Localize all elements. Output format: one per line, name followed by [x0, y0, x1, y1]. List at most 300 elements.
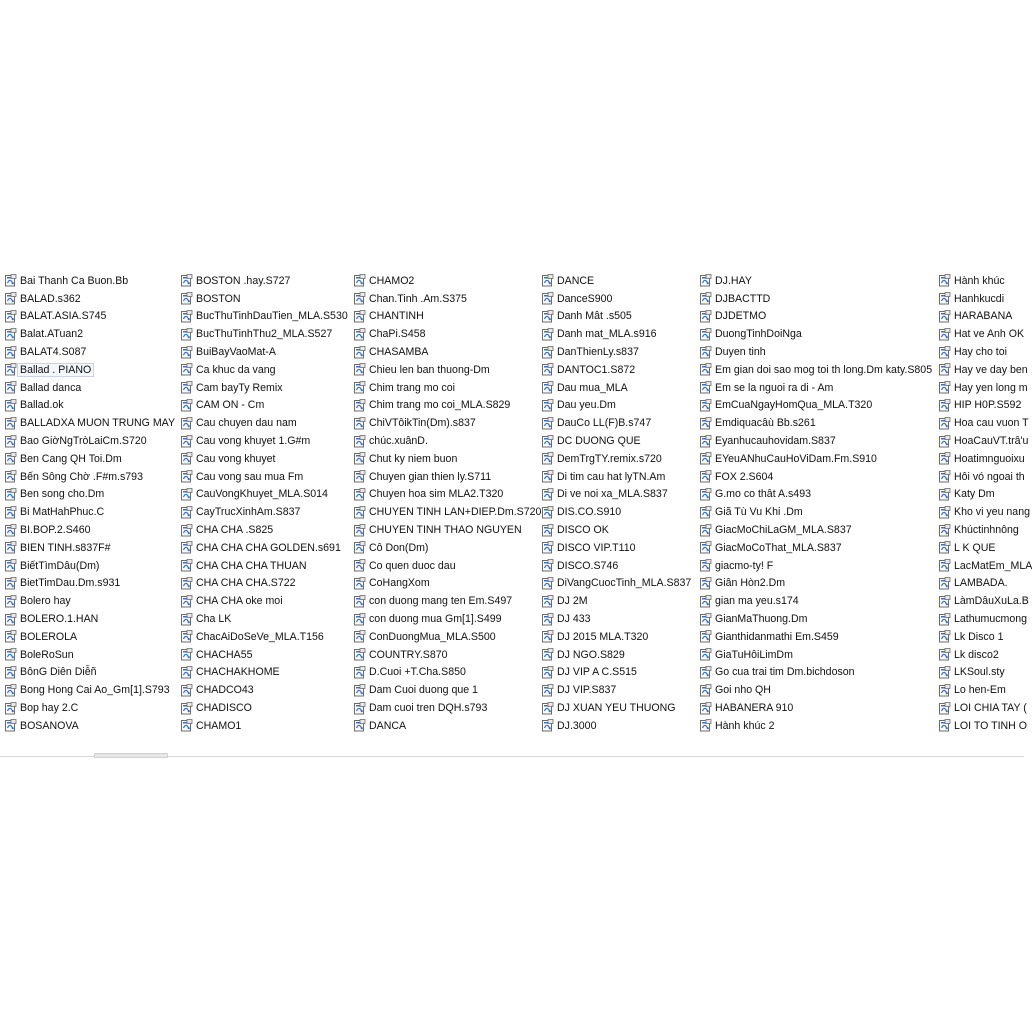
file-item[interactable]	[699, 557, 932, 575]
style-file-icon	[180, 684, 193, 697]
file-item[interactable]	[353, 699, 541, 717]
file-name: DJ 2015 MLA.T320	[557, 630, 649, 643]
file-item[interactable]	[353, 468, 541, 486]
style-file-icon	[353, 292, 366, 305]
file-item[interactable]	[353, 610, 541, 628]
file-item[interactable]	[938, 717, 1032, 735]
file-item[interactable]	[4, 468, 175, 486]
file-item[interactable]	[4, 557, 175, 575]
file-item[interactable]	[699, 343, 932, 361]
file-name: CHAMO2	[369, 274, 415, 287]
style-file-icon	[180, 310, 193, 323]
file-name: Bi MatHahPhuc.C	[20, 506, 105, 519]
file-name: Chuyen gian thien ly.S711	[369, 470, 492, 483]
file-item[interactable]	[541, 432, 691, 450]
file-item[interactable]	[541, 397, 691, 415]
file-name: gian ma yeu.s174	[715, 595, 799, 608]
file-item[interactable]	[180, 521, 348, 539]
file-item[interactable]	[938, 450, 1032, 468]
style-file-icon	[938, 328, 951, 341]
file-item[interactable]	[699, 325, 932, 343]
file-item[interactable]	[353, 361, 541, 379]
file-name: ChiVTôikTin(Dm).s837	[369, 417, 476, 430]
file-item[interactable]	[699, 664, 932, 682]
file-item[interactable]	[180, 592, 348, 610]
file-item[interactable]	[938, 592, 1032, 610]
file-item[interactable]	[938, 646, 1032, 664]
file-item[interactable]	[353, 539, 541, 557]
file-name: DuongTinhDoiNga	[715, 328, 802, 341]
file-item[interactable]	[180, 343, 348, 361]
style-file-icon	[699, 666, 712, 679]
file-item[interactable]	[541, 681, 691, 699]
file-name: DJ VIP A C.S515	[557, 666, 637, 679]
file-list-view[interactable]	[0, 270, 1032, 757]
file-item[interactable]	[4, 575, 175, 593]
file-item[interactable]	[180, 610, 348, 628]
file-item[interactable]	[353, 575, 541, 593]
file-item[interactable]	[938, 432, 1032, 450]
file-item[interactable]	[353, 450, 541, 468]
file-item[interactable]	[541, 290, 691, 308]
file-item[interactable]	[699, 646, 932, 664]
file-item[interactable]	[938, 575, 1032, 593]
file-item[interactable]	[4, 521, 175, 539]
file-item[interactable]	[541, 468, 691, 486]
file-name: BALAT.ASIA.S745	[20, 310, 107, 323]
file-item[interactable]	[938, 290, 1032, 308]
file-item[interactable]	[541, 610, 691, 628]
file-item[interactable]	[938, 397, 1032, 415]
file-item[interactable]	[353, 290, 541, 308]
style-file-icon	[4, 363, 17, 376]
file-item[interactable]	[353, 557, 541, 575]
file-item[interactable]	[541, 486, 691, 504]
style-file-icon	[353, 310, 366, 323]
file-item[interactable]	[938, 681, 1032, 699]
file-name: GiacMoChiLaGM_MLA.S837	[715, 524, 852, 537]
style-file-icon	[353, 719, 366, 732]
style-file-icon	[4, 648, 17, 661]
file-item[interactable]	[699, 272, 932, 290]
file-name: DISCO OK	[557, 524, 609, 537]
style-file-icon	[541, 595, 554, 608]
file-item[interactable]	[541, 664, 691, 682]
file-name: Ballad . PIANO	[17, 363, 94, 377]
file-item[interactable]	[180, 325, 348, 343]
file-name: Lk disco2	[954, 648, 999, 661]
file-item[interactable]	[4, 361, 175, 379]
file-item[interactable]	[699, 450, 932, 468]
file-name: Bong Hong Cai Ao_Gm[1].S793	[20, 684, 170, 697]
file-name: BOSTON .hay.S727	[196, 274, 291, 287]
file-item[interactable]	[938, 468, 1032, 486]
file-item[interactable]	[4, 664, 175, 682]
file-item[interactable]	[4, 699, 175, 717]
file-item[interactable]	[180, 272, 348, 290]
file-item[interactable]	[938, 379, 1032, 397]
style-file-icon	[938, 310, 951, 323]
file-item[interactable]	[353, 592, 541, 610]
style-file-icon	[180, 488, 193, 501]
style-file-icon	[353, 506, 366, 519]
file-item[interactable]	[353, 379, 541, 397]
file-name: Cau vong khuyet	[196, 452, 276, 465]
style-file-icon	[699, 702, 712, 715]
file-name: GiacMoCoThat_MLA.S837	[715, 541, 842, 554]
file-item[interactable]	[699, 290, 932, 308]
file-name: Eyanhucauhovidam.S837	[715, 435, 836, 448]
file-name: CHA CHA oke moi	[196, 595, 283, 608]
file-item[interactable]	[180, 450, 348, 468]
style-file-icon	[4, 666, 17, 679]
file-name: Hay cho toi	[954, 346, 1007, 359]
file-name: CayTrucXinhAm.S837	[196, 506, 301, 519]
style-file-icon	[353, 328, 366, 341]
file-item[interactable]	[699, 539, 932, 557]
file-name: Cô Don(Dm)	[369, 541, 429, 554]
style-file-icon	[353, 363, 366, 376]
style-file-icon	[4, 292, 17, 305]
file-item[interactable]	[699, 592, 932, 610]
file-item[interactable]	[4, 397, 175, 415]
file-item[interactable]	[541, 717, 691, 735]
file-item[interactable]	[4, 486, 175, 504]
file-name: BônG Diên Diễñ	[20, 666, 97, 679]
file-name: D.Cuoi +T.Cha.S850	[369, 666, 466, 679]
style-file-icon	[4, 470, 17, 483]
file-item[interactable]	[541, 343, 691, 361]
file-item[interactable]	[4, 432, 175, 450]
style-file-icon	[541, 506, 554, 519]
file-item[interactable]	[938, 503, 1032, 521]
file-name: DJ.3000	[557, 719, 597, 732]
style-file-icon	[180, 292, 193, 305]
file-item[interactable]	[4, 628, 175, 646]
file-name: DanThienLy.s837	[557, 346, 639, 359]
file-name: Di ve noi xa_MLA.S837	[557, 488, 668, 501]
file-item[interactable]	[699, 681, 932, 699]
file-item[interactable]	[180, 575, 348, 593]
file-name: COUNTRY.S870	[369, 648, 448, 661]
file-name: Hay ve day ben	[954, 363, 1028, 376]
file-item[interactable]	[938, 486, 1032, 504]
file-name: Chim trang mo coi	[369, 381, 455, 394]
file-item[interactable]	[180, 308, 348, 326]
file-item[interactable]	[353, 664, 541, 682]
file-name: Cha LK	[196, 613, 232, 626]
file-item[interactable]	[541, 699, 691, 717]
file-name: Ca khuc da vang	[196, 363, 276, 376]
style-file-icon	[699, 506, 712, 519]
style-file-icon	[541, 346, 554, 359]
file-item[interactable]	[180, 414, 348, 432]
file-name: BOLEROLA	[20, 630, 78, 643]
file-name: ChaPi.S458	[369, 328, 426, 341]
style-file-icon	[938, 452, 951, 465]
style-file-icon	[541, 702, 554, 715]
file-item[interactable]	[353, 325, 541, 343]
file-item[interactable]	[180, 468, 348, 486]
style-file-icon	[353, 399, 366, 412]
file-item[interactable]	[699, 503, 932, 521]
file-item[interactable]	[541, 628, 691, 646]
file-name: Dam cuoi tren DQH.s793	[369, 702, 488, 715]
file-item[interactable]	[4, 717, 175, 735]
file-name: Danh mat_MLA.s916	[557, 328, 657, 341]
style-file-icon	[541, 541, 554, 554]
file-item[interactable]	[4, 610, 175, 628]
file-item[interactable]	[541, 557, 691, 575]
file-item[interactable]	[541, 450, 691, 468]
file-name: Co quen duoc dau	[369, 559, 456, 572]
style-file-icon	[180, 363, 193, 376]
file-item[interactable]	[541, 521, 691, 539]
style-file-icon	[541, 399, 554, 412]
file-item[interactable]	[699, 628, 932, 646]
file-item[interactable]	[353, 681, 541, 699]
file-name: CHA CHA CHA.S722	[196, 577, 296, 590]
file-item[interactable]	[353, 414, 541, 432]
style-file-icon	[180, 506, 193, 519]
style-file-icon	[541, 613, 554, 626]
file-name: FOX 2.S604	[715, 470, 774, 483]
style-file-icon	[180, 630, 193, 643]
file-name: Cam bayTy Remix	[196, 381, 283, 394]
file-name: CHADISCO	[196, 702, 252, 715]
file-item[interactable]	[180, 681, 348, 699]
file-item[interactable]	[541, 379, 691, 397]
file-item[interactable]	[938, 610, 1032, 628]
file-name: CHANTINH	[369, 310, 424, 323]
file-name: Ben Cang QH Toi.Dm	[20, 452, 122, 465]
file-name: Hay yen long m	[954, 381, 1028, 394]
file-item[interactable]	[541, 272, 691, 290]
style-file-icon	[180, 381, 193, 394]
file-item[interactable]	[4, 681, 175, 699]
file-name: Bop hay 2.C	[20, 702, 79, 715]
file-item[interactable]	[938, 343, 1032, 361]
style-file-icon	[4, 435, 17, 448]
style-file-icon	[4, 488, 17, 501]
file-item[interactable]	[4, 325, 175, 343]
style-file-icon	[180, 613, 193, 626]
file-item[interactable]	[699, 699, 932, 717]
file-item[interactable]	[353, 308, 541, 326]
file-item[interactable]	[180, 503, 348, 521]
file-name: DJ 433	[557, 613, 591, 626]
file-name: Dau yeu.Dm	[557, 399, 616, 412]
style-file-icon	[353, 346, 366, 359]
file-item[interactable]	[699, 361, 932, 379]
style-file-icon	[699, 559, 712, 572]
file-item[interactable]	[699, 610, 932, 628]
file-name: Cau vong sau mua Fm	[196, 470, 304, 483]
file-name: Em gian doi sao mog toi th long.Dm katy.S805	[715, 363, 933, 376]
style-file-icon	[353, 381, 366, 394]
file-item[interactable]	[938, 414, 1032, 432]
file-item[interactable]	[541, 592, 691, 610]
file-name: Dam Cuoi duong que 1	[369, 684, 478, 697]
file-name: Hôi vó ngoai th	[954, 470, 1025, 483]
style-file-icon	[4, 577, 17, 590]
style-file-icon	[699, 363, 712, 376]
file-item[interactable]	[541, 539, 691, 557]
style-file-icon	[180, 328, 193, 341]
file-item[interactable]	[353, 397, 541, 415]
style-file-icon	[4, 328, 17, 341]
style-file-icon	[541, 292, 554, 305]
file-item[interactable]	[541, 361, 691, 379]
file-item[interactable]	[180, 290, 348, 308]
file-item[interactable]	[180, 432, 348, 450]
file-name: CHUYEN TINH THAO NGUYEN	[369, 524, 522, 537]
file-name: CHAMO1	[196, 719, 242, 732]
file-item[interactable]	[180, 717, 348, 735]
file-item[interactable]	[938, 521, 1032, 539]
file-name: BI.BOP.2.S460	[20, 524, 91, 537]
file-name: Ballad danca	[20, 381, 82, 394]
file-item[interactable]	[180, 664, 348, 682]
file-item[interactable]	[699, 414, 932, 432]
style-file-icon	[938, 435, 951, 448]
file-name: LOI CHIA TAY (	[954, 702, 1027, 715]
style-file-icon	[541, 719, 554, 732]
file-item[interactable]	[4, 343, 175, 361]
file-item[interactable]	[180, 486, 348, 504]
file-item[interactable]	[4, 592, 175, 610]
file-name: DJ.HAY	[715, 274, 752, 287]
file-item[interactable]	[4, 414, 175, 432]
file-name: Di tim cau hat lyTN.Am	[557, 470, 666, 483]
style-file-icon	[541, 363, 554, 376]
file-name: Khúctinhnông	[954, 524, 1019, 537]
style-file-icon	[180, 346, 193, 359]
file-name: Balat.ATuan2	[20, 328, 84, 341]
file-item[interactable]	[4, 272, 175, 290]
style-file-icon	[938, 470, 951, 483]
style-file-icon	[699, 630, 712, 643]
file-item[interactable]	[938, 325, 1032, 343]
file-item[interactable]	[180, 361, 348, 379]
file-item[interactable]	[180, 539, 348, 557]
style-file-icon	[180, 399, 193, 412]
style-file-icon	[699, 524, 712, 537]
file-item[interactable]	[699, 432, 932, 450]
file-name: LacMatEm_MLA	[954, 559, 1032, 572]
file-name: Giã Tù Vu Khi .Dm	[715, 506, 803, 519]
file-name: BALAD.s362	[20, 292, 81, 305]
file-item[interactable]	[541, 325, 691, 343]
file-name: Chieu len ban thuong-Dm	[369, 363, 490, 376]
file-item[interactable]	[699, 468, 932, 486]
file-name: DANTOC1.S872	[557, 363, 636, 376]
file-item[interactable]	[938, 557, 1032, 575]
file-item[interactable]	[353, 272, 541, 290]
file-item[interactable]	[938, 308, 1032, 326]
file-item[interactable]	[4, 503, 175, 521]
file-name: BALAT4.S087	[20, 346, 87, 359]
file-item[interactable]	[699, 575, 932, 593]
file-item[interactable]	[353, 486, 541, 504]
file-item[interactable]	[353, 503, 541, 521]
style-file-icon	[353, 274, 366, 287]
file-name: DANCA	[369, 719, 407, 732]
file-item[interactable]	[699, 521, 932, 539]
file-item[interactable]	[180, 646, 348, 664]
file-item[interactable]	[938, 539, 1032, 557]
file-item[interactable]	[4, 308, 175, 326]
file-item[interactable]	[938, 361, 1032, 379]
file-item[interactable]	[938, 272, 1032, 290]
file-item[interactable]	[4, 290, 175, 308]
style-file-icon	[353, 470, 366, 483]
file-item[interactable]	[353, 521, 541, 539]
file-item[interactable]	[699, 379, 932, 397]
file-item[interactable]	[699, 397, 932, 415]
file-item[interactable]	[353, 343, 541, 361]
file-item[interactable]	[938, 628, 1032, 646]
style-file-icon	[541, 470, 554, 483]
style-file-icon	[4, 524, 17, 537]
file-name: G.mo co thât A.s493	[715, 488, 811, 501]
file-item[interactable]	[353, 717, 541, 735]
file-name: DemTrgTY.remix.s720	[557, 452, 662, 465]
file-item[interactable]	[938, 664, 1032, 682]
file-name: Em se la nguoi ra di - Am	[715, 381, 834, 394]
file-item[interactable]	[699, 308, 932, 326]
file-item[interactable]	[180, 628, 348, 646]
file-item[interactable]	[180, 397, 348, 415]
file-name: CHA CHA CHA GOLDEN.s691	[196, 541, 341, 554]
file-name: Kho vi yeu nang	[954, 506, 1030, 519]
file-item[interactable]	[541, 308, 691, 326]
file-item[interactable]	[353, 432, 541, 450]
style-file-icon	[699, 577, 712, 590]
file-item[interactable]	[4, 646, 175, 664]
style-file-icon	[699, 470, 712, 483]
file-item[interactable]	[938, 699, 1032, 717]
file-name: ConDuongMua_MLA.S500	[369, 630, 496, 643]
file-item[interactable]	[180, 379, 348, 397]
file-item[interactable]	[4, 450, 175, 468]
file-name: LàmDâuXuLa.B	[954, 595, 1029, 608]
file-item[interactable]	[541, 414, 691, 432]
style-file-icon	[4, 613, 17, 626]
style-file-icon	[353, 541, 366, 554]
style-file-icon	[541, 488, 554, 501]
file-item[interactable]	[541, 503, 691, 521]
file-name: BietTimDau.Dm.s931	[20, 577, 121, 590]
file-item[interactable]	[353, 646, 541, 664]
file-item[interactable]	[699, 486, 932, 504]
file-item[interactable]	[180, 699, 348, 717]
file-item[interactable]	[541, 646, 691, 664]
file-name: CHACHA55	[196, 648, 253, 661]
file-name: Chan.Tinh .Am.S375	[369, 292, 467, 305]
file-item[interactable]	[4, 379, 175, 397]
file-item[interactable]	[541, 575, 691, 593]
style-file-icon	[180, 559, 193, 572]
file-item[interactable]	[4, 539, 175, 557]
file-item[interactable]	[353, 628, 541, 646]
file-item[interactable]	[180, 557, 348, 575]
file-name: Hat ve Anh OK	[954, 328, 1025, 341]
file-item[interactable]	[699, 717, 932, 735]
horizontal-scrollbar-thumb[interactable]	[94, 753, 168, 758]
file-name: HIP H0P.S592	[954, 399, 1022, 412]
file-name: Hoatimnguoixu	[954, 452, 1025, 465]
